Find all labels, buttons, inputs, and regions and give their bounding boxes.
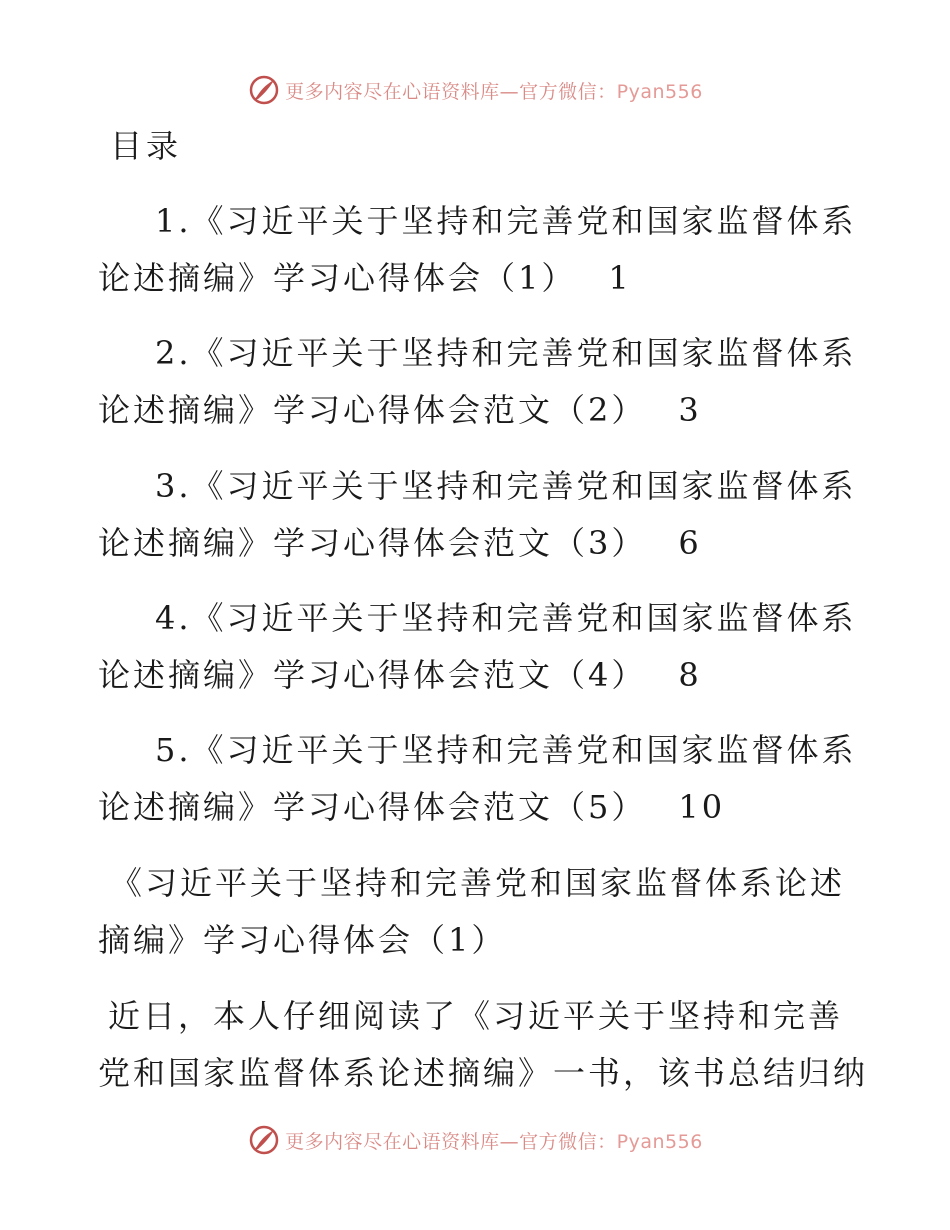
toc-item-5-line1: 5.《习近平关于坚持和完善党和国家监督体系: [155, 731, 857, 769]
toc-title: 目录: [110, 127, 183, 165]
toc-item-1-line2: 论述摘编》学习心得体会（1） 1: [98, 259, 632, 297]
watermark-text: 更多内容尽在心语资料库—官方微信：Pyan556: [285, 80, 703, 103]
watermark-handle: Pyan556: [616, 80, 703, 103]
toc-item-4-line1: 4.《习近平关于坚持和完善党和国家监督体系: [155, 599, 857, 637]
toc-item-3-line1: 3.《习近平关于坚持和完善党和国家监督体系: [155, 467, 857, 505]
toc-item-4-page: 8: [678, 656, 702, 694]
toc-item-2-line1: 2.《习近平关于坚持和完善党和国家监督体系: [155, 334, 857, 372]
quill-logo-icon: [247, 73, 281, 107]
toc-item-1-line1: 1.《习近平关于坚持和完善党和国家监督体系: [155, 202, 857, 240]
toc-item-4-line2: 论述摘编》学习心得体会范文（4） 8: [98, 656, 702, 694]
toc-item-2-page: 3: [678, 391, 702, 429]
body-paragraph-line2: 党和国家监督体系论述摘编》一书，该书总结归纳: [98, 1054, 869, 1092]
toc-item-3-page: 6: [678, 524, 702, 562]
watermark-handle: Pyan556: [616, 1130, 703, 1153]
toc-item-1-page: 1: [608, 259, 632, 297]
quill-logo-icon: [247, 1123, 281, 1157]
toc-item-2-line2: 论述摘编》学习心得体会范文（2） 3: [98, 391, 702, 429]
section-heading-line2: 摘编》学习心得体会（1）: [98, 921, 507, 959]
body-paragraph-line1: 近日，本人仔细阅读了《习近平关于坚持和完善: [108, 997, 844, 1035]
toc-item-5-line2: 论述摘编》学习心得体会范文（5） 10: [98, 788, 726, 826]
section-heading-line1: 《习近平关于坚持和完善党和国家监督体系论述: [110, 864, 846, 902]
toc-item-3-line2: 论述摘编》学习心得体会范文（3） 6: [98, 524, 702, 562]
toc-item-5-page: 10: [678, 788, 726, 826]
watermark-text: 更多内容尽在心语资料库—官方微信：Pyan556: [285, 1130, 703, 1153]
header-watermark: [0, 70, 950, 110]
footer-watermark: [0, 1120, 950, 1160]
